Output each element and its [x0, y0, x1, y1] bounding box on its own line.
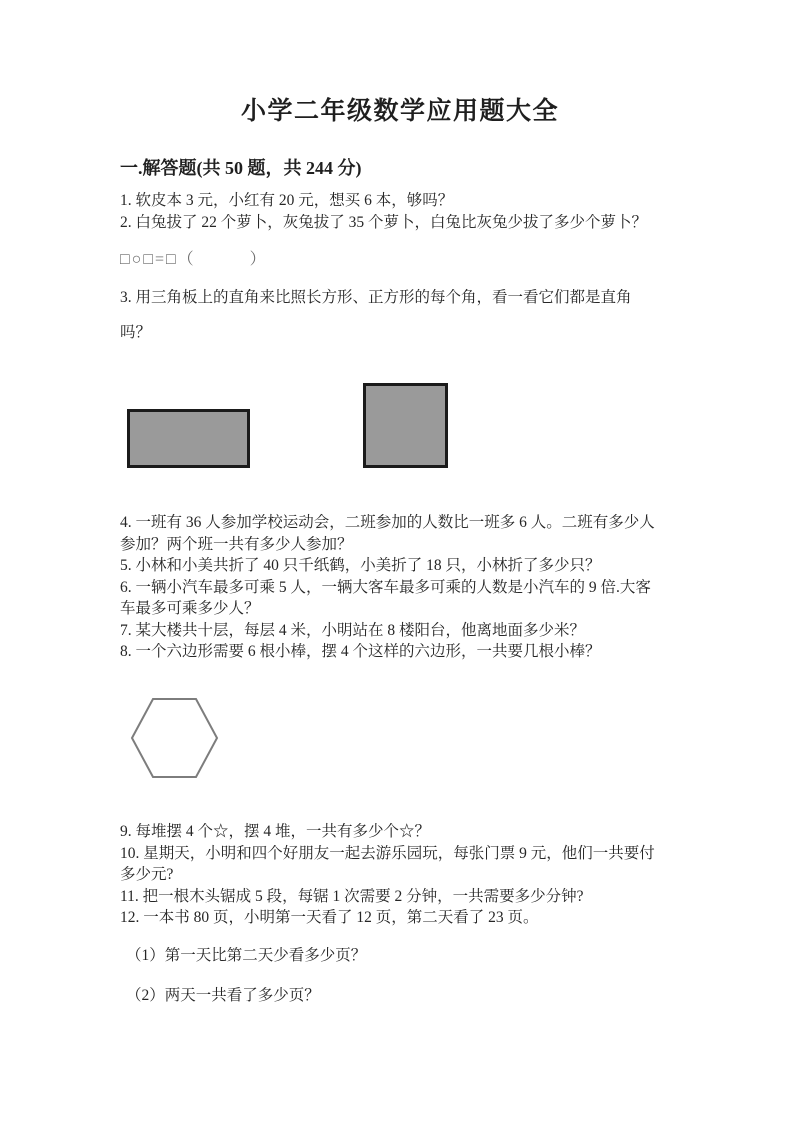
- question-6-line1: 6. 一辆小汽车最多可乘 5 人，一辆大客车最多可乘的人数是小汽车的 9 倍.大客: [120, 578, 651, 596]
- section-header: 一.解答题(共 50 题，共 244 分): [120, 158, 362, 178]
- hexagon-outline-icon: [130, 697, 219, 779]
- question-10-line1: 10. 星期天，小明和四个好朋友一起去游乐园玩，每张门票 9 元，他们一共要付: [120, 844, 655, 862]
- question-4-line2: 参加？两个班一共有多少人参加？: [120, 535, 353, 553]
- question-3-line1: 3. 用三角板上的直角来比照长方形、正方形的每个角，看一看它们都是直角: [120, 289, 632, 306]
- page-title: 小学二年级数学应用题大全: [240, 98, 559, 125]
- question-10-line2: 多少元?: [120, 866, 174, 883]
- hexagon-shape: [130, 697, 219, 779]
- question-1: 1. 软皮本 3 元，小红有 20 元，想买 6 本，够吗？: [120, 192, 454, 209]
- question-2: 2. 白兔拔了 22 个萝卜，灰兔拔了 35 个萝卜，白兔比灰兔少拔了多少个萝卜？: [120, 213, 648, 231]
- question-9: 9. 每堆摆 4 个☆，摆 4 堆，一共有多少个☆？: [120, 823, 431, 840]
- question-4-line1: 4. 一班有 36 人参加学校运动会，二班参加的人数比一班多 6 人。二班有多少人: [120, 514, 655, 531]
- questions-9-12-block: [120, 821, 700, 929]
- question-8: 8. 一个六边形需要 6 根小棒，摆 4 个这样的六边形，一共要几根小棒？: [120, 643, 601, 660]
- question-6-line2: 车最多可乘多少人？: [120, 600, 260, 617]
- questions-1-2-block: [120, 190, 700, 233]
- square-shape: [363, 383, 448, 468]
- question-12-sub1: （1）第一天比第二天少看多少页？: [126, 947, 367, 964]
- questions-4-8-block: [120, 512, 700, 663]
- question-12-sub2: （2）两天一共看了多少页？: [126, 987, 320, 1004]
- rectangle-shape: [127, 409, 250, 468]
- question-2-answer-line: □○□=□（ ）: [120, 251, 268, 268]
- question-3-block: [120, 280, 700, 350]
- question-7: 7. 某大楼共十层，每层 4 米，小明站在 8 楼阳台，他离地面多少米？: [120, 621, 586, 639]
- question-11: 11. 把一根木头锯成 5 段，每锯 1 次需要 2 分钟，一共需要多少分钟?: [120, 887, 584, 905]
- question-5: 5. 小林和小美共折了 40 只千纸鹤，小美折了 18 只，小林折了多少只？: [120, 557, 601, 574]
- question-3-line2: 吗？: [120, 324, 152, 341]
- question-12: 12. 一本书 80 页，小明第一天看了 12 页，第二天看了 23 页。: [120, 909, 539, 926]
